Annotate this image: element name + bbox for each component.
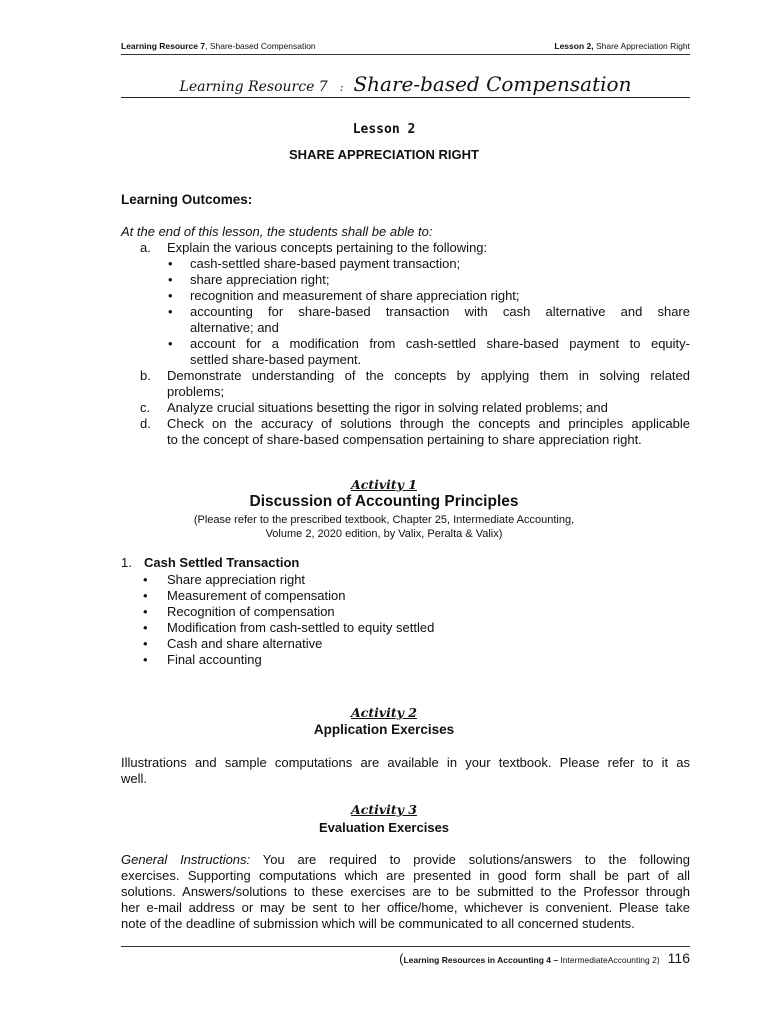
instructions-label: General Instructions: [121, 852, 251, 867]
bullet-icon: • [168, 288, 173, 303]
activity-2-label: Activity 2 [351, 705, 417, 720]
outcome-a-label: a. [140, 240, 151, 255]
bullet-icon: • [143, 572, 148, 587]
header-rule [121, 54, 690, 55]
activity-1-label: Activity 1 [351, 477, 417, 492]
activity-1-reference-continued: Volume 2, 2020 edition, by Valix, Peralta & Valix) [265, 528, 503, 540]
activity-3-title: Evaluation Exercises [318, 820, 450, 835]
outcome-d-text: Check on the accuracy of solutions through the concepts and principles applicable [167, 416, 690, 431]
outcome-a-bullet: accounting for share-based transaction with cash alternative and share [190, 304, 690, 319]
outcome-a-text: Explain the various concepts pertaining to the following: [167, 240, 488, 255]
outcome-b-label: b. [140, 368, 151, 383]
outcome-a-bullet-continued: alternative; and [190, 320, 279, 335]
list-item: Recognition of compensation [167, 604, 335, 619]
learning-outcomes-heading: Learning Outcomes: [121, 192, 253, 207]
instructions-line: exercises. Supporting computations which are presented in good form shall be part of all [121, 868, 690, 883]
lesson-label: Lesson 2 [352, 122, 416, 137]
outcome-d-label: d. [140, 416, 151, 431]
outcome-a-bullet: account for a modification from cash-settled share-based payment to equity- [190, 336, 690, 351]
bullet-icon: • [143, 604, 148, 619]
bullet-icon: • [168, 256, 173, 271]
outcome-c-label: c. [140, 400, 151, 415]
activity-1-title: Discussion of Accounting Principles [249, 493, 519, 510]
list-item: Cash and share alternative [167, 636, 323, 651]
title-resource: Learning Resource 7 [179, 79, 328, 95]
activity-1-reference: (Please refer to the prescribed textbook, Chapter 25, Intermediate Accounting, [193, 514, 575, 526]
bullet-icon: • [143, 652, 148, 667]
list-number: 1. [121, 555, 132, 570]
bullet-icon: • [143, 636, 148, 651]
list-item: Measurement of compensation [167, 588, 346, 603]
bullet-icon: • [168, 304, 173, 319]
header-right: Lesson 2, Share Appreciation Right [554, 41, 690, 51]
bullet-icon: • [143, 588, 148, 603]
outcome-b-text-continued: problems; [167, 384, 225, 399]
activity-2-paragraph-continued: well. [121, 771, 148, 786]
outcome-d-text-continued: to the concept of share-based compensation pertaining to share appreciation right. [167, 432, 642, 447]
bullet-icon: • [168, 336, 173, 351]
title-rule [121, 97, 690, 98]
outcomes-intro: At the end of this lesson, the students shall be able to: [121, 224, 433, 239]
page-header [121, 41, 690, 51]
page-footer [399, 950, 690, 966]
footer-rule [121, 946, 690, 947]
list-item: Share appreciation right [167, 572, 306, 587]
page-number: 116 [667, 950, 690, 966]
list-item: Final accounting [167, 652, 262, 667]
footer-source: (Learning Resources in Accounting 4 – IntermediateAccounting 2) [399, 951, 660, 966]
outcome-c-text: Analyze crucial situations besetting the rigor in solving related problems; and [167, 400, 608, 415]
instructions-line: solutions. Answers/solutions to these exercises are to be submitted to the Professor through [121, 884, 690, 899]
title-topic: Share-based Compensation [353, 72, 632, 96]
list-item-title: Cash Settled Transaction [144, 555, 300, 570]
header-left: Learning Resource 7, Share-based Compensation [121, 41, 316, 51]
list-item: Modification from cash-settled to equity settled [167, 620, 435, 635]
instructions-line: her e-mail address or may be sent to her office/home, whichever is convenient. Please take [121, 900, 690, 915]
bullet-icon: • [168, 272, 173, 287]
outcome-a-bullet: share appreciation right; [190, 272, 330, 287]
activity-3-label: Activity 3 [351, 802, 417, 817]
outcome-a-bullet: cash-settled share-based payment transaction; [190, 256, 461, 271]
outcome-a-bullet-continued: settled share-based payment. [190, 352, 362, 367]
title-separator: : [339, 81, 344, 94]
bullet-icon: • [143, 620, 148, 635]
activity-2-title: Application Exercises [313, 722, 455, 737]
instructions-line: General Instructions: You are required to provide solutions/answers to the following [121, 852, 690, 867]
document-title [121, 72, 690, 96]
lesson-title: SHARE APPRECIATION RIGHT [289, 147, 479, 162]
outcome-b-text: Demonstrate understanding of the concepts by applying them in solving related [167, 368, 690, 383]
outcome-a-bullet: recognition and measurement of share appreciation right; [190, 288, 520, 303]
activity-2-paragraph: Illustrations and sample computations are available in your textbook. Please refer to it as [121, 755, 690, 770]
instructions-line: note of the deadline of submission which will be communicated to all concerned students. [121, 916, 635, 931]
